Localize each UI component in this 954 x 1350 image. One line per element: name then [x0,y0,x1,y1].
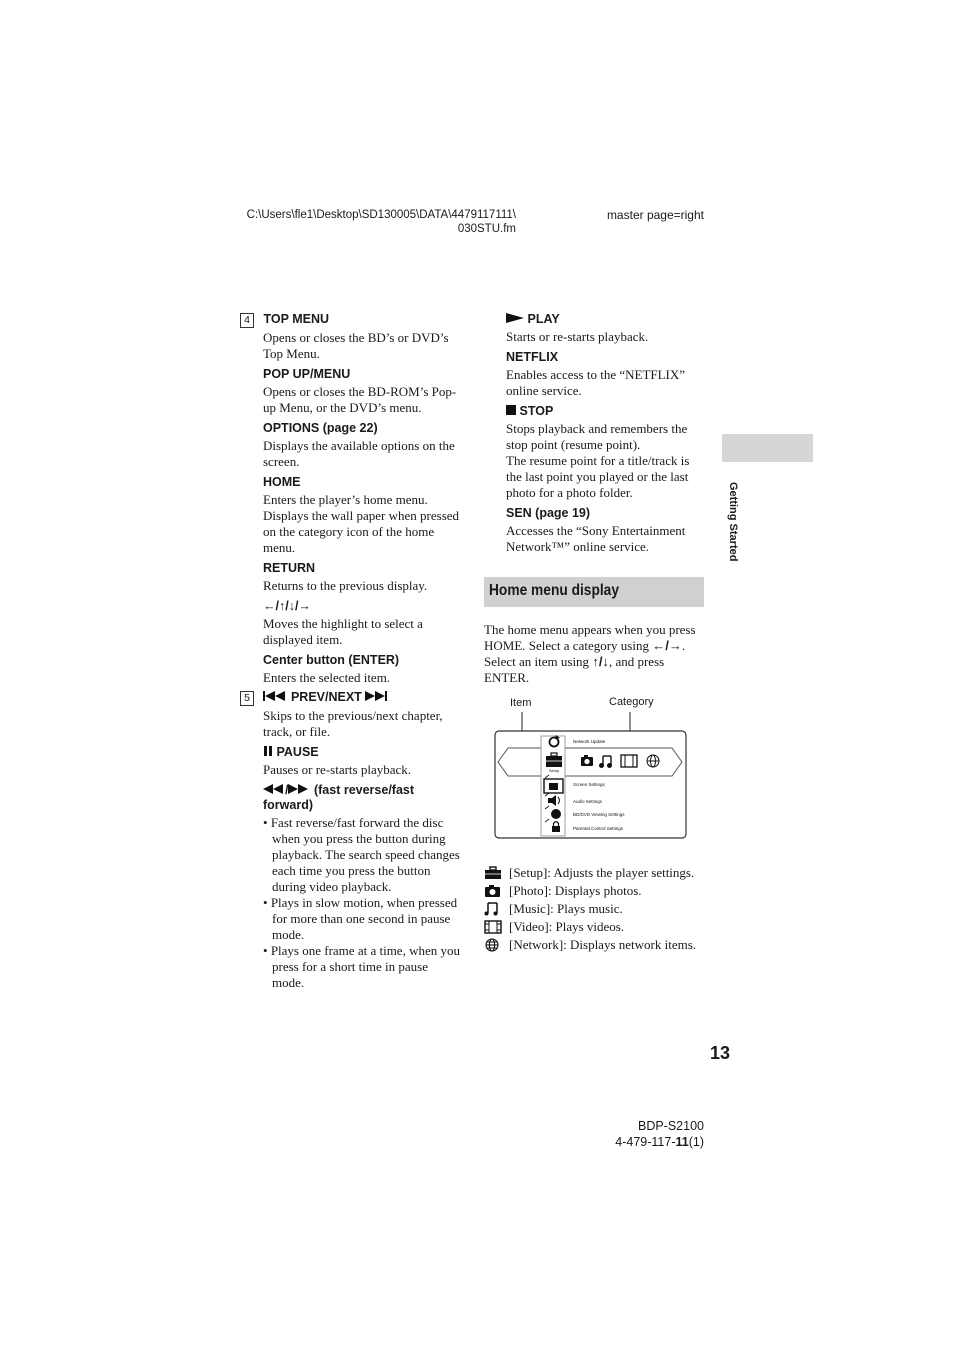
play-desc: Starts or re-starts playback. [506,329,649,344]
top-menu-title: TOP MENU [263,312,330,326]
item-number-5: 5 [240,691,254,706]
page-number: 13 [709,1043,730,1063]
category-legend [484,864,714,954]
fast-reverse-icon [263,783,285,797]
film-icon [484,920,502,934]
item-number-4: 4 [240,313,254,328]
file-path-line1: C:\Users\fle1\Desktop\SD130005\DATA\4479117111\ [246,209,516,221]
music-note-icon [484,902,502,916]
sidebar-tab [722,434,813,462]
ff-bullet-3: • Plays one frame at a time, when you press for a short time in pause mode. [263,943,460,990]
legend-music-text: [Music]: Plays music. [509,901,623,916]
legend-row-setup [484,864,714,882]
popup-menu-desc: Opens or closes the BD-ROM’s Pop-up Menu, or the DVD’s menu. [263,384,457,415]
menu-item-1: Audio Settings [573,799,603,804]
ff-bullet-1: • Fast reverse/fast forward the disc when you press the button during playback. The search speed changes each time you press the button during video playback. [263,815,460,894]
intro-part-2: . Select an item using [484,638,686,669]
fast-rev-fwd-heading: / (fast reverse/fast forward) [263,783,415,812]
prev-next-heading [240,690,462,706]
sen-desc: Accesses the “Sony Entertainment Network™” online service. [506,523,686,554]
pause-desc: Pauses or re-starts playback. [263,762,412,777]
options-title: OPTIONS (page 22) [263,421,378,435]
legend-network-text: [Network]: Displays network items. [509,937,697,952]
section-intro [484,622,706,686]
camera-icon [484,884,502,898]
return-title: RETURN [263,561,316,575]
center-button-desc: Enters the selected item. [263,670,391,685]
right-column [506,312,706,560]
stop-desc-2: The resume point for a title/track is the last point you played or the last photo for a photo folder. [506,453,690,500]
network-update-label: Network Update [573,739,606,744]
next-icon [365,690,389,704]
part-number: 4-479-117-11(1) [615,1135,704,1149]
netflix-title: NETFLIX [506,350,559,364]
options-desc: Displays the available options on the screen. [263,438,455,469]
setup-caption: Setup [549,769,559,773]
legend-row-network [484,936,714,954]
intro-part-3: , and press ENTER. [484,654,665,685]
stop-icon [506,404,516,418]
netflix-desc: Enables access to the “NETFLIX” online service. [506,367,686,398]
home-menu-diagram [490,708,690,842]
prev-next-title: PREV/NEXT [290,690,362,704]
stop-desc-1: Stops playback and remembers the stop point (resume point). [506,421,688,452]
legend-photo-text: [Photo]: Displays photos. [509,883,642,898]
legend-setup-text: [Setup]: Adjusts the player settings. [509,865,695,880]
home-title: HOME [263,475,301,489]
intro-part-1: The home menu appears when you press HOME. Select a category using [484,622,696,653]
home-desc: Enters the player’s home menu. Displays the wall paper when pressed on the category icon of the home menu. [263,492,460,555]
sen-title: SEN (page 19) [506,506,591,520]
top-menu-desc: Opens or closes the BD’s or DVD’s Top Menu. [263,330,449,361]
arrows-desc: Moves the highlight to select a displayed item. [263,616,423,647]
bd-dvd-disc-icon [551,809,561,819]
intro-arrows-lr: ←/→ [652,638,682,653]
menu-item-2: BD/DVD Viewing Settings [573,812,625,817]
play-icon [506,312,524,326]
ff-bullet-2: • Plays in slow motion, when pressed for more than one second in pause mode. [263,895,458,942]
sidebar-label: Getting Started [727,482,739,562]
model-number: BDP-S2100 [637,1119,704,1133]
stop-heading [506,404,706,419]
top-menu-heading [240,312,462,328]
legend-row-music [484,900,714,918]
footer-model [560,1118,704,1150]
file-path-line2: 030STU.fm [457,223,516,235]
return-desc: Returns to the previous display. [263,578,428,593]
legend-row-photo [484,882,714,900]
fast-forward-icon [288,783,310,797]
legend-row-video [484,918,714,936]
intro-arrows-ud: ↑/↓ [592,654,609,669]
section-title: Home menu display [489,582,619,599]
toolbox-icon [484,866,502,880]
left-column [240,312,462,991]
menu-item-3: Parental Control Settings [573,826,624,831]
play-heading [506,312,706,327]
diagram-label-item: Item [510,697,532,709]
prev-icon [263,690,290,704]
pause-heading [263,745,462,760]
legend-video-text: [Video]: Plays videos. [509,919,625,934]
file-path [246,208,516,236]
pause-title: PAUSE [276,745,319,759]
fast-rev-fwd-title: (fast reverse/fast forward) [263,783,415,812]
play-title: PLAY [527,312,560,326]
master-page-label: master page=right [606,208,704,222]
globe-icon [484,938,502,952]
center-button-title: Center button (ENTER) [263,653,400,667]
diagram-label-category: Category [609,696,654,708]
prev-next-desc: Skips to the previous/next chapter, track, or file. [263,708,443,739]
arrows-title: ←/↑/↓/→ [263,599,311,613]
menu-item-0: Screen Settings [573,782,605,787]
pause-icon [263,745,273,759]
stop-title: STOP [519,404,554,418]
popup-menu-title: POP UP/MENU [263,367,351,381]
